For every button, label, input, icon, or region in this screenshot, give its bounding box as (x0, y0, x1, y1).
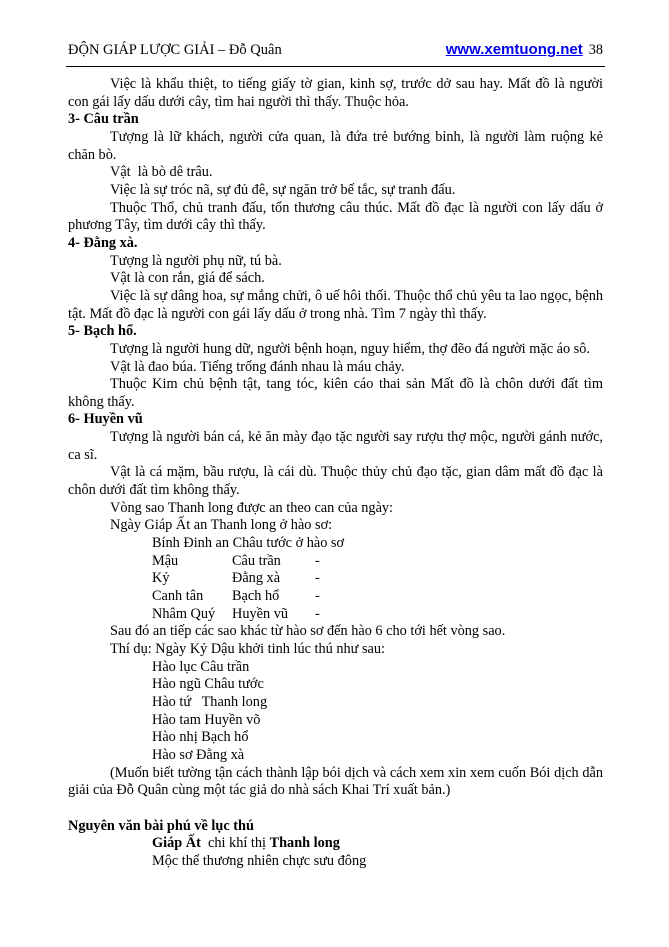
cell: - (315, 570, 320, 587)
website-link[interactable]: www.xemtuong.net (445, 41, 583, 58)
example-line: Hào sơ Đằng xà (152, 746, 245, 763)
example-line: Hào tam Huyền võ (152, 711, 261, 728)
paragraph: Tượng là người bán cá, kẻ ăn mày đạo tặc người say rượu thợ mộc, người gánh nước, ca sĩ. (68, 429, 603, 463)
cell: Nhâm Quý (152, 605, 216, 622)
paragraph: Vật là cá mặm, bầu rượu, là cái dù. Thuộc thủy chủ đạo tặc, gian dâm mất đồ đạc là chôn dưới đất tìm không thấy. (68, 464, 603, 499)
paragraph: Vật là đao búa. Tiếng trống đánh nhau là máu chảy. (110, 358, 405, 375)
paragraph: Tượng là người hung dữ, người bệnh hoạn, nguy hiểm, thợ đẽo đá người mặc áo sô. (110, 340, 590, 357)
cell: Mậu (152, 552, 179, 569)
example-line: Hào tứ Thanh long (152, 693, 268, 710)
section-heading: 5- Bạch hổ. (68, 323, 137, 340)
poem-bold: Thanh long (269, 835, 340, 852)
paragraph: Thí dụ: Ngày Kỷ Dậu khởi tinh lúc thú như sau: (110, 641, 386, 657)
example-line: Hào nhị Bạch hổ (152, 729, 249, 746)
cell: - (315, 552, 320, 569)
cell: Bạch hổ (232, 588, 280, 605)
paragraph: Tượng là lữ khách, người cửa quan, là đứa trẻ bướng bỉnh, là người làm ruộng kẻ chăn bò. (68, 128, 603, 163)
paragraph: Thuộc Thổ, chủ tranh đấu, tổn thương câu thúc. Mất đồ đạc là người con lấy dấu ở phương Tây, tìm dưới cây thì thấy. (68, 199, 603, 234)
paragraph: Ngày Giáp Ất an Thanh long ở hào sơ: (110, 517, 333, 534)
table-first-line: Bính Đinh an Châu tước ở hào sơ (152, 535, 345, 552)
page-content (68, 76, 603, 871)
section-heading: 3- Câu trần (68, 111, 139, 128)
cell: Huyền vũ (232, 605, 288, 622)
cell: Canh tân (152, 588, 204, 605)
section-heading: 4- Đằng xà. (68, 234, 138, 251)
note-paragraph: (Muốn biết tường tận cách thành lập bói dịch và cách xem xin xem cuốn Bói dịch dẫn giải của Đỗ Quân cùng một tác giả do nhà sách Khai Trí xuất bản.) (68, 764, 603, 799)
cell: Kỷ (152, 570, 170, 587)
page-number: 38 (588, 42, 603, 58)
example-line: Hào lục Câu trần (152, 658, 250, 675)
section-heading: 6- Huyền vũ (68, 411, 143, 428)
paragraph: Thuộc Kim chủ bệnh tật, tang tóc, kiên cáo thai sản Mất đồ là chôn dưới đất tìm không thấy. (68, 376, 603, 410)
table-row (68, 570, 603, 588)
cell: Câu trần (232, 552, 281, 569)
paragraph: Tượng là người phụ nữ, tú bà. (110, 252, 282, 269)
cell: - (315, 605, 320, 622)
table-row (68, 553, 603, 571)
paragraph: Vật là bò dê trâu. (110, 164, 213, 181)
paragraph: Việc là sự dâng hoa, sự mắng chửi, ô uế hôi thối. Thuộc thổ chủ yêu ta lao ngọc, bệnh tật. Mất đồ đạc là người con gái lấy dấu ở trong nhà. Tìm 7 ngày thì thấy. (68, 287, 603, 322)
cell: Đằng xà (232, 570, 281, 587)
paragraph: Sau đó an tiếp các sao khác từ hào sơ đến hào 6 cho tới hết vòng sao. (110, 623, 506, 640)
paragraph: Vòng sao Thanh long được an theo can của ngày: (110, 499, 394, 516)
paragraph: Việc là khẩu thiệt, to tiếng giấy tờ gian, kinh sợ, trước dở sau hay. Mất đồ là người con gái lấy dấu dưới cây, tìm hai người thì thấy. Thuộc hỏa. (68, 76, 603, 110)
book-title: ĐỘN GIÁP LƯỢC GIẢI – Đỗ Quân (68, 42, 282, 58)
example-line: Hào ngũ Châu tước (152, 676, 264, 693)
header-rule (66, 66, 605, 67)
poem-heading: Nguyên văn bài phú về lục thú (68, 817, 254, 834)
poem-line: Mộc thể thương nhiên chực sưu đông (152, 852, 367, 869)
paragraph: Vật là con rắn, giá để sách. (110, 270, 265, 287)
table-row (68, 588, 603, 606)
table-row (68, 606, 603, 624)
paragraph: Việc là sự tróc nã, sự đủ đê, sự ngăn trở bế tắc, sự tranh đấu. (110, 181, 456, 198)
poem-bold: Giáp Ất (152, 835, 201, 852)
poem-line (68, 835, 603, 853)
page-header (68, 41, 603, 61)
cell: - (315, 588, 320, 605)
poem-text: chi khí thị (200, 835, 270, 852)
